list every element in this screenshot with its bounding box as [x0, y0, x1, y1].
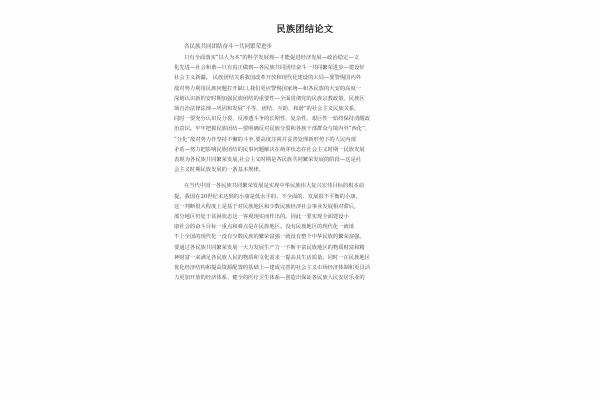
- body-text-line: 这一判断很大程度上是基于对民族地区和少数民族经济社会事业发展相对滞后,: [174, 203, 356, 210]
- body-text-line: 不上全国的现代化一没有少数民族的繁荣富强一就没有整个中华民族的繁荣富强。: [174, 234, 365, 241]
- page-title: 民族团结论文: [276, 25, 334, 35]
- body-text-line: 力更加开放的经济体系、健全的医疗卫生体系—创造出保证各民族人民安居乐业的: [174, 275, 365, 282]
- body-text-line: 矛盾—努力把影响民族团结的民事问题解决在萌芽状态在社会主义时期一民族发展: [174, 146, 365, 153]
- body-text-line: 只有全面落实“以人为本”的科学发展观—才能促进经济发展—政治稳定—文: [184, 55, 359, 61]
- body-text-line: 会主义时期民族发展的一条基本规律。: [174, 167, 265, 174]
- body-text-line: 要通过各民族共同繁荣发展一大力发展生产力一不断丰富民族地区的物质财富和精: [174, 244, 365, 251]
- body-text-line: 治意识。牢牢把握民族团结—要明确反对民族分裂和各族干部群众与境内外“西化”、: [174, 126, 371, 133]
- body-text-line: 同时一要充分认识反分裂、反渗透斗争的长期性、复杂性、艰巨性一始终保持清醒政: [174, 116, 370, 123]
- essay-subtitle: 各民族共同团结奋斗一共同繁荣进步: [184, 44, 273, 50]
- body-text-line: 部分地区仍处于贫困状态这一客观现实而作出的。因此一要实现全面建设小: [174, 214, 349, 220]
- body-text-line: 化先进—社会和谐—只有真正做到—各民族共同团结奋斗一共同繁荣进步—建设好: [174, 65, 365, 72]
- body-text-line: 在当代中国一各民族共同繁荣发展是实现中华民族伟大复兴宏伟目标的根本前: [184, 183, 365, 190]
- body-text-line: 社会主义新疆。 民族团结关系我国改革开放和现代化建设的大局—要警惕国内外: [174, 75, 362, 82]
- body-text-line: 敌对势力利用民族问题打开缺口,我们更应警惕国家统—和各民族的大安的高度一: [174, 85, 362, 92]
- body-text-line: “分化”敌对势力作坚持不懈的斗争,要高度注视并妥善处理新形势下的人民内部: [174, 136, 356, 143]
- body-text-line: 优化经济结构和提高资源配置的基础上—建成完善的社会主义市场经济体制和更具活: [174, 265, 370, 271]
- body-text-line: 表现为各民族共同繁荣发展,社会主义时期是各民族共同繁荣发展的阶段—这是社: [174, 157, 362, 163]
- essay-sheet: [174, 22, 436, 394]
- body-text-line: 域自治法律法规—巩固和发展“平等、团结、互助、和谐”的社会主义民族关系,: [174, 106, 356, 112]
- body-text-line: 提。我国在20世纪末达到的小康是低水平的、不全面的、发展很不平衡的小康,: [174, 193, 358, 200]
- body-text-line: 神财富一来满足各民族人民的物质和文化需求一提高其生活质量。同时一在民族地区: [174, 254, 370, 261]
- body-text-line: 康社会的奋斗目标一重点和难点是在民族地区。没有民族地区的现代化一就谈: [174, 224, 355, 231]
- body-text-line: 深刻认识新的安时期加强民族团结的重要性—全面贯彻党的民族宗教政策。民族区: [174, 95, 365, 102]
